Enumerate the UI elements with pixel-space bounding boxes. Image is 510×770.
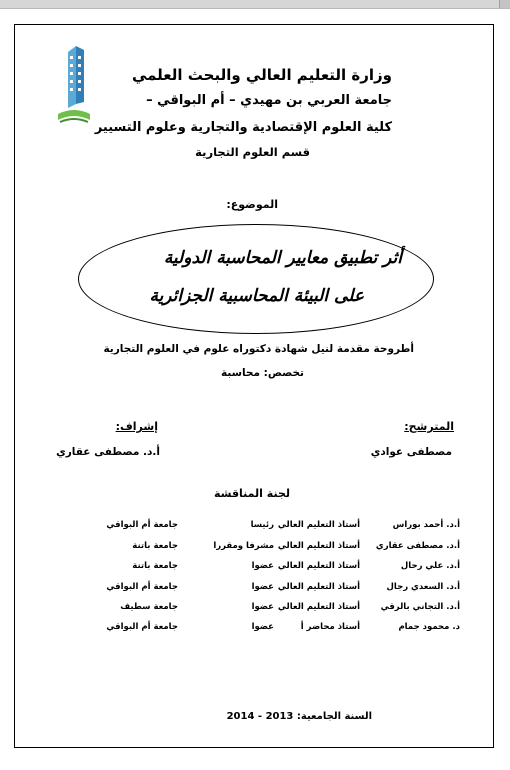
committee-row: [60, 520, 460, 538]
member-name: أ.د. أحمد بوراس: [392, 520, 460, 530]
member-name: أ.د. السعدي رجال: [386, 582, 460, 592]
member-name: د. محمود جمام: [398, 622, 460, 632]
ministry-heading: وزارة التعليم العالي والبحث العلمي: [131, 66, 392, 84]
member-university: جامعة أم البواقي: [106, 622, 178, 632]
thesis-note: أطروحة مقدمة لنيل شهادة دكتوراه علوم في العلوم التجارية: [103, 343, 414, 355]
member-name: أ.د. علي رحال: [400, 561, 460, 571]
academic-year: السنة الجامعية: 2013 - 2014: [226, 711, 372, 722]
member-university: جامعة باتنة: [132, 561, 178, 571]
supervisor-label: إشراف:: [115, 420, 158, 433]
member-university: جامعة أم البواقي: [106, 582, 178, 592]
member-role: عضوا: [251, 602, 274, 612]
member-university: جامعة أم البواقي: [106, 520, 178, 530]
member-rank: أستاذ التعليم العالي: [277, 582, 360, 592]
member-rank: أستاذ محاضر أ: [300, 622, 360, 632]
committee-row: [60, 622, 460, 640]
university-heading: جامعة العربي بن مهيدي – أم البواقي –: [146, 93, 392, 108]
member-rank: أستاذ التعليم العالي: [277, 541, 360, 551]
faculty-heading: كلية العلوم الإقتصادية والتجارية وعلوم التسيير: [94, 120, 392, 135]
member-university: جامعة باتنة: [132, 541, 178, 551]
committee-row: [60, 602, 460, 620]
committee-row: [60, 541, 460, 559]
supervisor-name: أ.د. مصطفى عقاري: [56, 446, 160, 458]
title-oval: [78, 224, 434, 334]
member-university: جامعة سطيف: [120, 602, 178, 612]
thesis-title-line-2: على البيئة المحاسبية الجزائرية: [149, 286, 364, 306]
member-name: أ.د. التجاني بالرقي: [380, 602, 460, 612]
member-role: عضوا: [251, 582, 274, 592]
member-role: رئيسا: [250, 520, 274, 530]
committee-row: [60, 582, 460, 600]
candidate-label: المترشح:: [404, 420, 454, 433]
member-role: مشرفا ومقررا: [213, 541, 274, 551]
member-role: عضوا: [251, 561, 274, 571]
committee-row: [60, 561, 460, 579]
member-name: أ.د. مصطفى عقاري: [375, 541, 460, 551]
department-heading: قسم العلوم التجارية: [195, 145, 310, 159]
member-rank: أستاذ التعليم العالي: [277, 561, 360, 571]
member-rank: أستاذ التعليم العالي: [277, 602, 360, 612]
specialization: تخصص: محاسبة: [220, 367, 304, 379]
university-logo-icon: [54, 22, 94, 130]
viewer-toolbar: [0, 0, 510, 9]
scroll-button[interactable]: [499, 0, 510, 8]
member-rank: أستاذ التعليم العالي: [277, 520, 360, 530]
committee-title: لجنة المناقشة: [213, 487, 290, 500]
member-role: عضوا: [251, 622, 274, 632]
candidate-name: مصطفى عوادي: [370, 446, 452, 458]
subject-label: الموضوع:: [226, 198, 278, 211]
thesis-title-line-1: أثر تطبيق معايير المحاسبة الدولية: [163, 248, 402, 268]
